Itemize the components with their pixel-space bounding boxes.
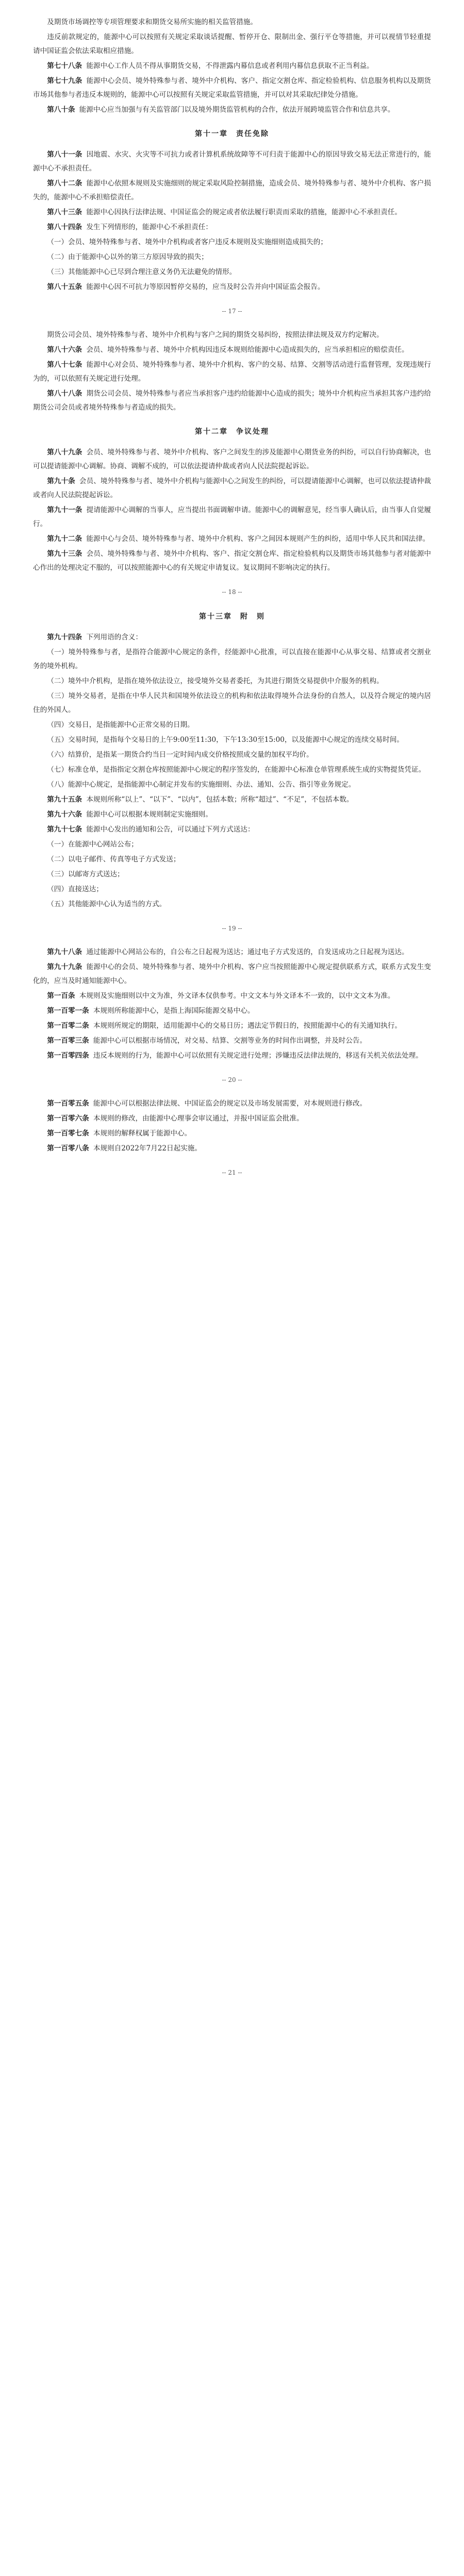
rule-paragraph [33, 59, 431, 73]
rule-paragraph [33, 474, 431, 502]
paragraph-text: 发生下列情形的，能源中心不承担责任： [86, 223, 212, 231]
rule-paragraph [33, 343, 431, 357]
rule-paragraph [33, 1034, 431, 1048]
chapter-heading: 第十二章 争议处理 [195, 428, 269, 436]
paragraph-text: 能源中心与会员、境外特殊参与者、境外中介机构、客户之间因本规则产生的纠纷，适用中华人民共和国法律。 [86, 535, 430, 543]
article-number: 第九十三条 [47, 550, 82, 558]
paragraph-text: 能源中心因执行法律法规、中国证监会的规定或者依法履行职责而采取的措施，能源中心不承担责任。 [86, 208, 402, 216]
rule-paragraph [33, 280, 431, 294]
paragraph-text: （一）境外特殊参与者，是指符合能源中心规定的条件，经能源中心批准，可以直接在能源中心从事交易、结算或者交割业务的境外机构。 [33, 648, 431, 670]
paragraph-text: （四）直接送达； [47, 885, 103, 893]
paragraph-text: 本规则所称能源中心，是指上海国际能源交易中心。 [93, 1007, 255, 1015]
rule-paragraph [33, 808, 431, 822]
rule-paragraph [33, 206, 431, 219]
article-number: 第一百零四条 [47, 1052, 89, 1060]
rule-paragraph [33, 446, 431, 473]
paragraph-text: （七）标准仓单，是指指定交割仓库按照能源中心规定的程序签发的，在能源中心标准仓单管理系统生成的实物提货凭证。 [47, 766, 426, 774]
paragraph-text: 能源中心工作人员不得从事期货交易，不得泄露内幕信息或者利用内幕信息获取不正当利益。 [86, 62, 374, 70]
article-number: 第九十八条 [47, 948, 82, 956]
paragraph-text: 本规则的解释权属于能源中心。 [93, 1129, 192, 1138]
article-number: 第一百条 [47, 992, 75, 1000]
rule-paragraph [33, 177, 431, 205]
article-number: 第一百零三条 [47, 1037, 89, 1045]
rule-paragraph [33, 265, 431, 279]
rule-paragraph [33, 1019, 431, 1033]
article-number: 第八十四条 [47, 223, 82, 231]
article-number: 第九十条 [47, 477, 75, 485]
rule-paragraph [33, 503, 431, 531]
rule-paragraph [33, 103, 431, 117]
rule-paragraph [33, 689, 431, 717]
article-number: 第九十六条 [47, 810, 82, 819]
paragraph-text: （二）由于能源中心以外的第三方原因导致的损失； [47, 253, 208, 261]
article-number: 第八十五条 [47, 283, 82, 291]
article-number: 第一百零五条 [47, 1099, 89, 1108]
rule-paragraph [33, 235, 431, 249]
rule-paragraph [33, 646, 431, 673]
article-number: 第一百零六条 [47, 1114, 89, 1123]
paragraph-text: （八）能源中心规定，是指能源中心制定并发布的实施细则、办法、通知、公告、指引等业务规定。 [47, 781, 356, 789]
rule-paragraph [33, 547, 431, 575]
rule-paragraph [33, 250, 431, 264]
rule-paragraph [33, 674, 431, 688]
article-number: 第一百零二条 [47, 1022, 89, 1030]
paragraph-text: （五）其他能源中心认为适当的方式。 [47, 900, 167, 908]
article-number: 第八十九条 [47, 448, 82, 456]
rule-paragraph [33, 1004, 431, 1018]
article-number: 第九十五条 [47, 795, 82, 804]
article-number: 第八十七条 [47, 361, 82, 369]
paragraph-text: 会员、境外特殊参与者、境外中介机构、客户、指定交割仓库、指定检验机构以及期货市场其他参与者对能源中心作出的处理决定不服的，可以按照能源中心的有关规定申请复议。复议期间不影响决定的执行。 [33, 550, 432, 572]
rule-paragraph [33, 868, 431, 882]
paragraph-text: 本规则及实施细则以中文为准，外文译本仅供参考。中文文本与外文译本不一致的，以中文文本为准。 [79, 992, 395, 1000]
chapter-heading: 第十三章 附 则 [199, 613, 265, 621]
rule-paragraph [33, 838, 431, 852]
article-number: 第一百零七条 [47, 1129, 89, 1138]
page-number: -- 21 -- [222, 1169, 242, 1176]
rule-paragraph [33, 945, 431, 959]
paragraph-text: 能源中心应当加强与有关监管部门以及境外期货监管机构的合作，依法开展跨境监管合作和信息共享。 [79, 106, 395, 114]
rule-paragraph [33, 989, 431, 1003]
rule-paragraph [33, 1049, 431, 1063]
chapter-heading: 第十一章 责任免除 [195, 130, 269, 138]
paragraph-text: （一）在能源中心网站公布； [47, 840, 138, 849]
rule-paragraph [33, 733, 431, 747]
article-number: 第一百零一条 [47, 1007, 89, 1015]
paragraph-text: 期货公司会员、境外特殊参与者、境外中介机构与客户之间的期货交易纠纷，按照法律法规及双方约定解决。 [47, 331, 384, 339]
paragraph-text: 提请能源中心调解的当事人，应当提出书面调解申请。能源中心的调解意见，经当事人确认后，由当事人自觉履行。 [33, 506, 432, 528]
paragraph-text: 下列用语的含义： [86, 633, 143, 641]
paragraph-text: （四）交易日，是指能源中心正常交易的日期。 [47, 721, 194, 729]
paragraph-text: 能源中心可以根据市场情况，对交易、结算、交割等业务的时间作出调整，并及时公告。 [93, 1037, 367, 1045]
rule-paragraph [33, 1127, 431, 1141]
paragraph-text: （一）会员、境外特殊参与者、境外中介机构或者客户违反本规则及实施细则造成损失的； [47, 238, 327, 246]
article-number: 第八十二条 [47, 179, 82, 188]
paragraph-text: （三）以邮寄方式送达； [47, 870, 124, 878]
paragraph-text: 能源中心可以根据法律法规、中国证监会的规定以及市场发展需要，对本规则进行修改。 [93, 1099, 367, 1108]
paragraph-text: 能源中心依照本规则及实施细则的规定采取风险控制措施，造成会员、境外特殊参与者、境外中介机构、客户损失的，能源中心不承担赔偿责任。 [33, 179, 432, 201]
paragraph-text: （二）以电子邮件、传真等电子方式发送； [47, 855, 180, 863]
rule-paragraph [33, 328, 431, 342]
paragraph-text: （三）其他能源中心已尽到合理注意义务仍无法避免的情形。 [47, 268, 237, 276]
paragraph-text: 能源中心发出的通知和公告，可以通过下列方式送达： [86, 825, 255, 834]
rule-paragraph [33, 793, 431, 807]
rule-paragraph [33, 853, 431, 867]
paragraph-text: 本规则自2022年7月22日起实施。 [93, 1144, 202, 1153]
paragraph-text: （六）结算价，是指某一期货合约当日一定时间内成交价格按照成交量的加权平均价。 [47, 751, 313, 759]
article-number: 第九十一条 [47, 506, 82, 514]
paragraph-text: 能源中心对会员、境外特殊参与者、境外中介机构、客户的交易、结算、交割等活动进行监督管理，发现违规行为的，可以依照有关规定进行处理。 [33, 361, 432, 383]
article-number: 第七十八条 [47, 62, 82, 70]
rule-paragraph [33, 763, 431, 777]
paragraph-text: 能源中心可以根据本规则制定实施细则。 [86, 810, 212, 819]
rule-paragraph [33, 1112, 431, 1126]
rule-paragraph [33, 221, 431, 234]
article-number: 第七十九条 [47, 77, 82, 85]
rule-paragraph [33, 718, 431, 732]
rule-paragraph [33, 631, 431, 645]
rule-paragraph [33, 30, 431, 58]
article-number: 第八十一条 [47, 150, 82, 159]
paragraph-text: 通过能源中心网站公布的，自公布之日起视为送达；通过电子方式发送的，自发送成功之日起视为送达。 [86, 948, 409, 956]
rule-paragraph [33, 897, 431, 911]
rule-paragraph [33, 883, 431, 896]
paragraph-text: 违反本规则的行为，能源中心可以依照有关规定进行处理；涉嫌违反法律法规的，移送有关机关依法处理。 [93, 1052, 423, 1060]
rule-paragraph [33, 15, 431, 29]
paragraph-text: 本规则的修改，由能源中心理事会审议通过，并报中国证监会批准。 [93, 1114, 304, 1123]
rule-paragraph [33, 1097, 431, 1111]
paragraph-text: （二）境外中介机构，是指在境外依法设立，接受境外交易者委托，为其进行期货交易提供中介服务的机构。 [47, 677, 384, 685]
page-number: -- 19 -- [222, 925, 242, 932]
rule-paragraph [33, 778, 431, 792]
article-number: 第八十三条 [47, 208, 82, 216]
article-number: 第一百零八条 [47, 1144, 89, 1153]
rule-paragraph [33, 748, 431, 762]
article-number: 第九十七条 [47, 825, 82, 834]
article-number: 第八十六条 [47, 346, 82, 354]
paragraph-text: 期货公司会员、境外特殊参与者应当承担客户违约给能源中心造成的损失；境外中介机构应当承担其客户违约给期货公司会员或者境外特殊参与者造成的损失。 [33, 389, 432, 412]
article-number: 第九十四条 [47, 633, 82, 641]
article-number: 第九十九条 [47, 963, 82, 971]
page-number: -- 20 -- [222, 1076, 242, 1083]
paragraph-text: 违反前款规定的，能源中心可以按照有关规定采取谈话提醒、暂停开仓、限制出金、强行平仓等措施，并可以视情节轻重提请中国证监会依法采取相应措施。 [33, 33, 431, 55]
rule-paragraph [33, 148, 431, 176]
paragraph-text: 本规则所规定的期限，适用能源中心的交易日历；遇法定节假日的，按照能源中心的有关通知执行。 [93, 1022, 402, 1030]
article-number: 第八十八条 [47, 389, 82, 398]
paragraph-text: （三）境外交易者，是指在中华人民共和国境外依法设立的机构和依法取得境外合法身份的自然人，以及符合规定的境内居住的外国人。 [33, 692, 431, 714]
article-number: 第八十条 [47, 106, 75, 114]
rule-paragraph [33, 358, 431, 386]
rule-paragraph [33, 74, 431, 102]
page-number: -- 17 -- [222, 308, 242, 315]
paragraph-text: 会员、境外特殊参与者、境外中介机构与能源中心之间发生的纠纷，可以提请能源中心调解，也可以依法提请仲裁或者向人民法院提起诉讼。 [33, 477, 432, 499]
paragraph-text: 及期货市场调控等专项管理要求和期货交易所实施的相关监管措施。 [47, 18, 257, 26]
paragraph-text: （五）交易时间，是指每个交易日的上午9:00至11:30，下午13:30至15:00，以及能源中心规定的连续交易时间。 [47, 736, 404, 744]
paragraph-text: 会员、境外特殊参与者、境外中介机构因违反本规则给能源中心造成损失的，应当承担相应的赔偿责任。 [86, 346, 409, 354]
paragraph-text: 会员、境外特殊参与者、境外中介机构、客户之间发生的涉及能源中心期货业务的纠纷，可以自行协商解决，也可以提请能源中心调解。协商、调解不成的，可以依法提请仲裁或者向人民法院提起诉讼。 [33, 448, 432, 470]
paragraph-text: 能源中心的会员、境外特殊参与者、境外中介机构、客户应当按照能源中心规定提供联系方式，联系方式发生变化的，应当及时通知能源中心。 [33, 963, 432, 985]
rule-paragraph [33, 960, 431, 988]
page-number: -- 18 -- [222, 588, 242, 596]
article-number: 第九十二条 [47, 535, 82, 543]
paragraph-text: 能源中心会员、境外特殊参与者、境外中介机构、客户、指定交割仓库、指定检验机构、信息服务机构以及期货市场其他参与者违反本规则的，能源中心可以按照有关规定采取监管措施，并可以对其采取纪律处分措施。 [33, 77, 432, 99]
rule-paragraph [33, 532, 431, 546]
paragraph-text: 能源中心因不可抗力等原因暂停交易的，应当及时公告并向中国证监会报告。 [86, 283, 325, 291]
paragraph-text: 因地震、水灾、火灾等不可抗力或者计算机系统故障等不可归责于能源中心的原因导致交易无法正常进行的，能源中心不承担责任。 [33, 150, 432, 173]
paragraph-text: 本规则所称“以上”、“以下”、“以内”，包括本数；所称“超过”、“不足”，不包括本数。 [86, 795, 354, 804]
rule-paragraph [33, 1142, 431, 1156]
rule-paragraph [33, 387, 431, 415]
rule-paragraph [33, 823, 431, 837]
